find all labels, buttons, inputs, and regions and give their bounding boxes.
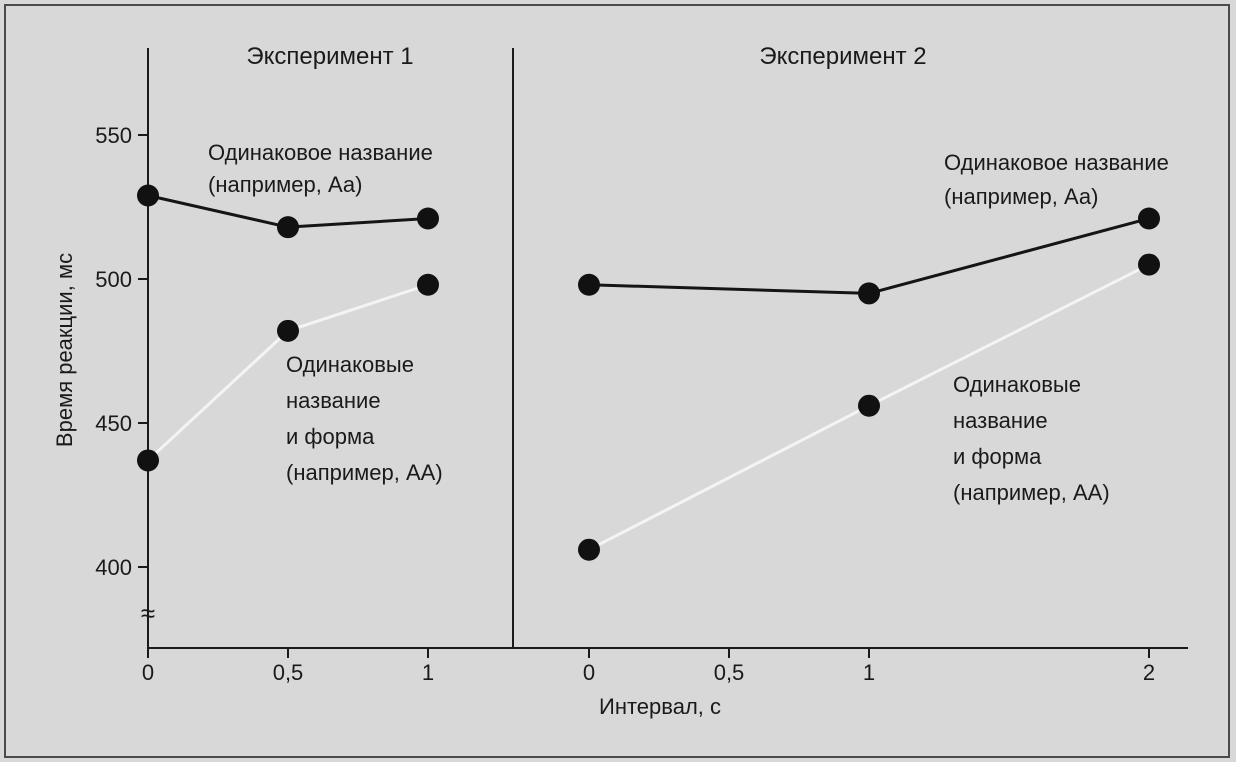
annotation-line: Одинаковое название — [944, 150, 1169, 175]
annotation-same-name-form-exp1 — [286, 352, 443, 485]
annotation-line: название — [286, 388, 381, 413]
panel-title-experiment-1: Эксперимент 1 — [246, 43, 414, 70]
x-tick-label: 0 — [582, 660, 596, 685]
y-tick-label: 400 — [95, 555, 132, 580]
data-point — [277, 216, 299, 238]
annotation-line: (например, АА) — [953, 480, 1110, 505]
x-ticks — [142, 648, 1155, 685]
annotation-line: Одинаковые — [286, 352, 414, 377]
x-tick-label: 0,5 — [713, 660, 745, 685]
data-point — [417, 274, 439, 296]
x-tick-label: 1 — [421, 660, 435, 685]
annotation-line: Одинаковые — [953, 372, 1081, 397]
panel-title-experiment-2: Эксперимент 2 — [759, 43, 927, 70]
annotation-line: и форма — [286, 424, 375, 449]
data-point — [1138, 254, 1160, 276]
y-tick-label: 550 — [95, 123, 132, 148]
series-line — [589, 219, 1149, 294]
x-axis-title: Интервал, с — [599, 694, 721, 719]
y-tick-label: 450 — [95, 411, 132, 436]
annotation-line: и форма — [953, 444, 1042, 469]
data-point — [137, 184, 159, 206]
annotation-line: название — [953, 408, 1048, 433]
annotation-same-name-exp1 — [208, 140, 433, 197]
annotation-same-name-exp2 — [944, 150, 1169, 209]
data-point — [1138, 208, 1160, 230]
y-tick-label: 500 — [95, 267, 132, 292]
data-point — [417, 208, 439, 230]
data-point — [137, 449, 159, 471]
data-point — [858, 282, 880, 304]
data-point — [578, 539, 600, 561]
annotation-line: Одинаковое название — [208, 140, 433, 165]
annotation-line: (например, Аа) — [944, 184, 1099, 209]
x-tick-label: 2 — [1142, 660, 1156, 685]
annotation-same-name-form-exp2 — [953, 372, 1110, 505]
x-tick-label: 0 — [141, 660, 155, 685]
annotation-line: (например, АА) — [286, 460, 443, 485]
data-point — [858, 395, 880, 417]
annotation-line: (например, Аа) — [208, 172, 363, 197]
data-point — [277, 320, 299, 342]
y-axis-title: Время реакции, мс — [52, 252, 77, 448]
data-point — [578, 274, 600, 296]
x-tick-label: 0,5 — [272, 660, 304, 685]
y-axis-break-marker: ≈ — [140, 598, 156, 628]
x-tick-label: 1 — [862, 660, 876, 685]
